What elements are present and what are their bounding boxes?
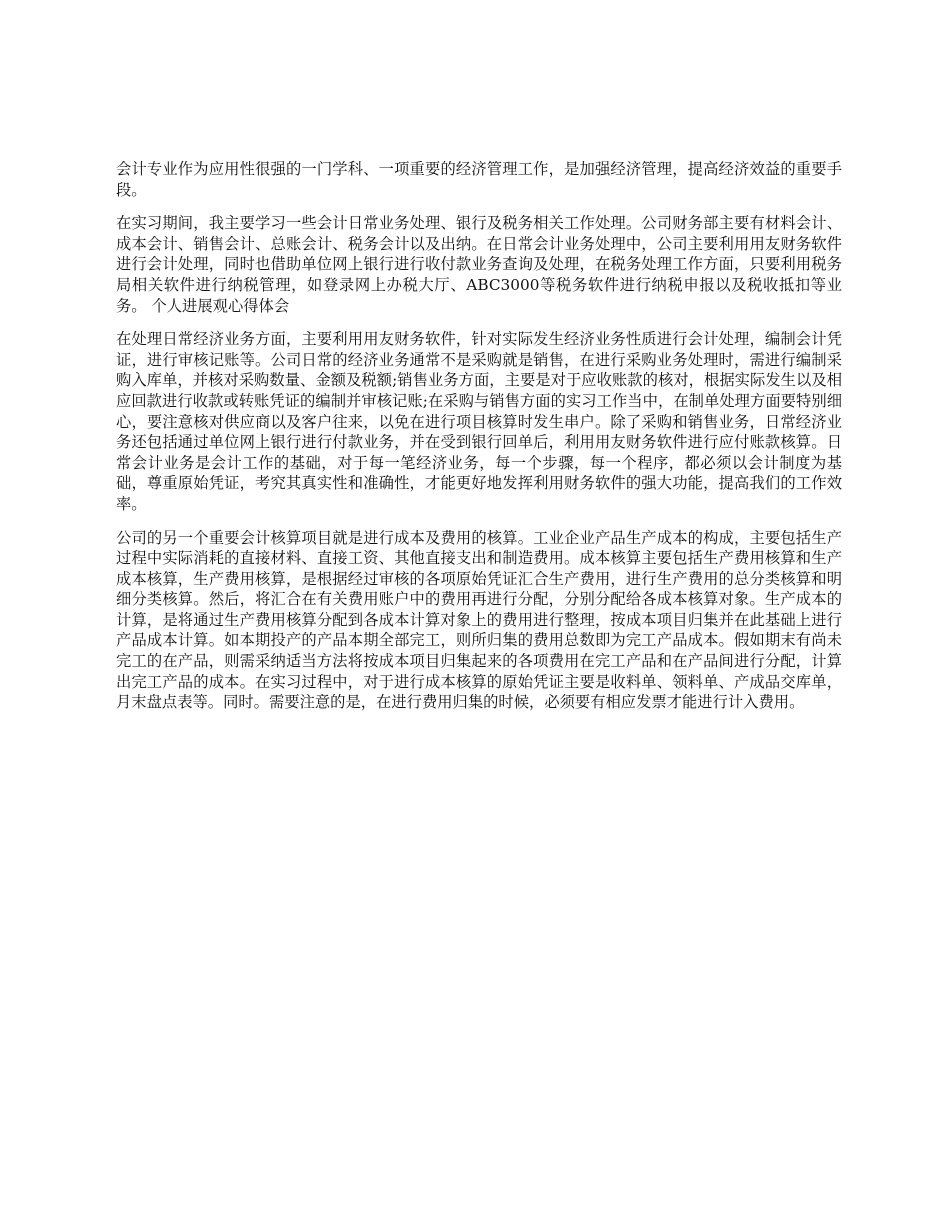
paragraph-intro: 会计专业作为应用性很强的一门学科、一项重要的经济管理工作，是加强经济管理，提高经济效益的重要手段。 xyxy=(116,160,842,199)
paragraph-cost-accounting: 公司的另一个重要会计核算项目就是进行成本及费用的核算。工业企业产品生产成本的构成，主要包括生产过程中实际消耗的直接材料、直接工资、其他直接支出和制造费用。成本核算主要包括生产费用核算和生产成本核算，生产费用核算，是根据经过审核的各项原始凭证汇合生产费用，进行生产费用的总分类核算和明细分类核算。然后，将汇合在有关费用账户中的费用再进行分配，分别分配给各成本核算对象。生产成本的计算，是将通过生产费用核算分配到各成本计算对象上的费用进行整理，按成本项目归集并在此基础上进行产品成本计算。如本期投产的产品本期全部完工，则所归集的费用总数即为完工产品成本。假如期末有尚未完工的在产品，则需采纳适当方法将按成本项目归集起来的各项费用在完工产品和在产品间进行分配，计算出完工产品的成本。在实习过程中，对于进行成本核算的原始凭证主要是收料单、领料单、产成品交库单，月末盘点表等。同时。需要注意的是，在进行费用归集的时候，必须要有相应发票才能进行计入费用。 xyxy=(116,528,842,712)
document-body xyxy=(116,159,842,726)
paragraph-internship-overview: 在实习期间，我主要学习一些会计日常业务处理、银行及税务相关工作处理。公司财务部主要有材料会计、成本会计、销售会计、总账会计、税务会计以及出纳。在日常会计业务处理中，公司主要利用用友财务软件进行会计处理，同时也借助单位网上银行进行收付款业务查询及处理，在税务处理工作方面，只要利用税务局相关软件进行纳税管理，如登录网上办税大厅、ABC3000等税务软件进行纳税申报以及税收抵扣等业务。 个人进展观心得体会 xyxy=(116,214,842,315)
paragraph-daily-business: 在处理日常经济业务方面，主要利用用友财务软件，针对实际发生经济业务性质进行会计处理，编制会计凭证，进行审核记账等。公司日常的经济业务通常不是采购就是销售，在进行采购业务处理时，需进行编制采购入库单，并核对采购数量、金额及税额;销售业务方面，主要是对于应收账款的核对，根据实际发生以及相应回款进行收款或转账凭证的编制并审核记账;在采购与销售方面的实习工作当中，在制单处理方面要特别细心，要注意核对供应商以及客户往来，以免在进行项目核算时发生串户。除了采购和销售业务，日常经济业务还包括通过单位网上银行进行付款业务，并在受到银行回单后，利用用友财务软件进行应付账款核算。日常会计业务是会计工作的基础，对于每一笔经济业务，每一个步骤，每一个程序，都必须以会计制度为基础，尊重原始凭证，考究其真实性和准确性，才能更好地发挥利用财务软件的强大功能，提高我们的工作效率。 xyxy=(116,330,842,513)
